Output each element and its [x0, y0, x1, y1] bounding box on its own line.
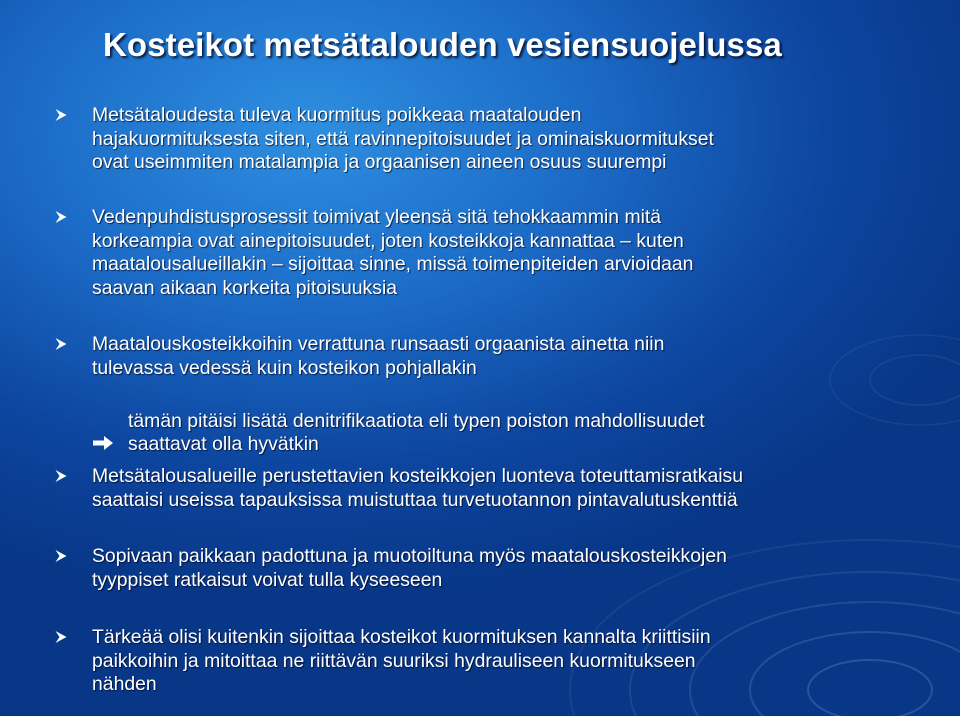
bullet-item: [50, 626, 930, 697]
bullet-item: [50, 465, 930, 512]
bullet-item: [50, 104, 930, 175]
bullet-item: [50, 206, 930, 300]
arrow-right-icon: [92, 410, 128, 457]
slide-title: Kosteikot metsätalouden vesiensuojelussa: [103, 26, 782, 63]
bullet-item: [50, 333, 930, 457]
chevron-bullet-icon: [54, 630, 68, 644]
chevron-bullet-icon: [54, 549, 68, 563]
chevron-bullet-icon: [54, 337, 68, 351]
bullet-item: [50, 545, 930, 592]
chevron-bullet-icon: [54, 108, 68, 122]
chevron-bullet-icon: [54, 210, 68, 224]
bullet-text: Sopivaan paikkaan padottuna ja muotoiltuna myös maatalouskosteikkojen tyyppiset ratkaisut voivat tulla kyseeseen: [92, 545, 727, 591]
bullet-text: Metsätaloudesta tuleva kuormitus poikkeaa maatalouden hajakuormituksesta siten, että ravinnepitoisuudet ja ominaiskuormitukset ovat useimmiten matalampia ja orgaanisen aineen osuus suurempi: [92, 104, 714, 173]
bullet-text: Vedenpuhdistusprosessit toimivat yleensä sitä tehokkaammin mitä korkeampia ovat ainepitoisuudet, joten kosteikkoja kannattaa – kuten maatalousalueillakin – sijoittaa sinne, missä toimenpiteiden arvioidaan saavan aikaan korkeita pitoisuuksia: [92, 206, 694, 299]
bullet-text: Maatalouskosteikkoihin verrattuna runsaasti orgaanista ainetta niin tulevassa vedessä kuin kosteikon pohjallakin: [92, 333, 665, 379]
chevron-bullet-icon: [54, 469, 68, 483]
sub-bullet: [92, 386, 930, 457]
sub-bullet-text: tämän pitäisi lisätä denitrifikaatiota eli typen poiston mahdollisuudet saattavat olla hyvätkin: [128, 409, 705, 455]
bullet-text: Tärkeää olisi kuitenkin sijoittaa kosteikot kuormituksen kannalta kriittisiin paikkoihin ja mitoittaa ne riittävän suuriksi hydrauliseen kuormitukseen nähden: [92, 626, 711, 695]
bullet-text: Metsätalousalueille perustettavien kosteikkojen luonteva toteuttamisratkaisu saattaisi useissa tapauksissa muistuttaa turvetuotannon pintavalutuskenttiä: [92, 465, 744, 511]
